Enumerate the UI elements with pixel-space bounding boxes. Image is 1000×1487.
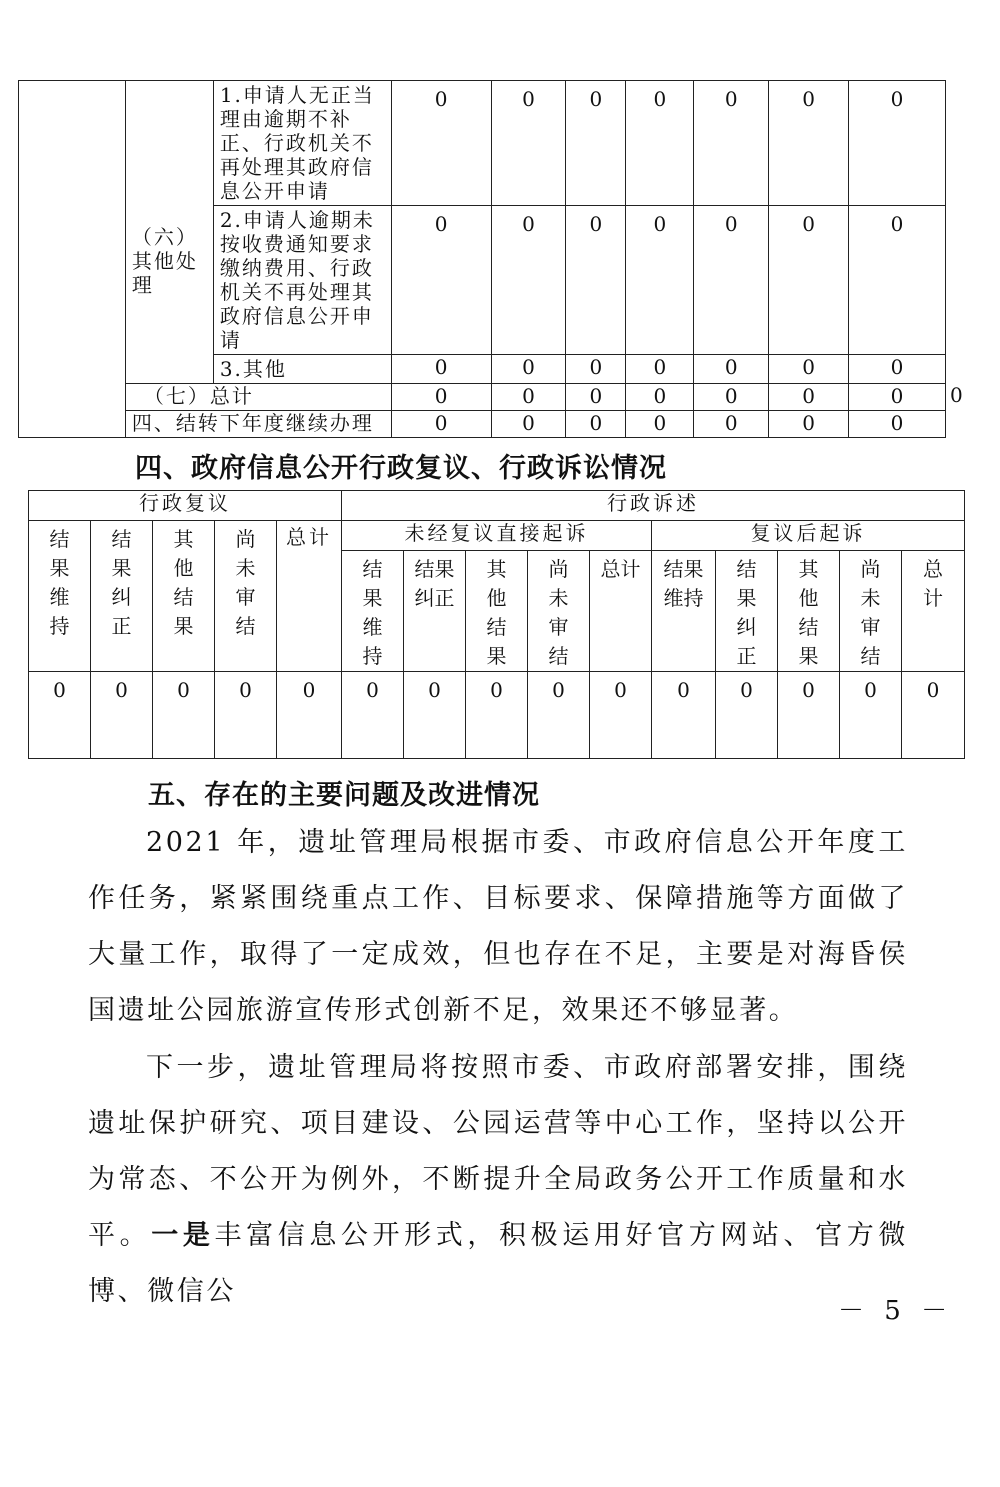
review-col-header: 结果纠正	[91, 521, 153, 672]
disposal-table-continued	[18, 80, 946, 438]
paragraph-next-steps	[88, 1040, 908, 1320]
review-header: 行政复议	[29, 491, 342, 521]
row-label: 2.申请人逾期未按收费通知要求缴纳费用、行政机关不再处理其政府信息公开申请	[213, 206, 391, 355]
total-extra-value: 0	[950, 383, 963, 407]
cell-value: 0	[849, 411, 946, 438]
table-left-blank-cell	[19, 81, 126, 438]
cell-value: 0	[769, 384, 849, 411]
review-col-header: 总计	[277, 521, 342, 672]
group-label: （六）其他处理	[125, 81, 213, 384]
review-col-header: 结果维持	[29, 521, 91, 672]
direct-col-header: 结果维持	[342, 551, 404, 672]
cell-value: 0	[391, 206, 491, 355]
review-col-header: 其他结果	[153, 521, 215, 672]
cell-value: 0	[849, 206, 946, 355]
cell-value: 0	[626, 355, 694, 384]
cell-value: 0	[566, 81, 626, 206]
cell-value: 0	[769, 411, 849, 438]
cell-value: 0	[769, 206, 849, 355]
cell-value: 0	[849, 355, 946, 384]
direct-header: 未经复议直接起诉	[342, 521, 652, 551]
cell-value: 0	[466, 672, 528, 759]
cell-value: 0	[694, 81, 769, 206]
cell-value: 0	[215, 672, 277, 759]
after-col-header: 总计	[902, 551, 965, 672]
direct-col-header: 尚未审结	[528, 551, 590, 672]
cell-value: 0	[694, 355, 769, 384]
litigation-header: 行政诉述	[342, 491, 965, 521]
cell-value: 0	[491, 411, 566, 438]
paragraph-bold-text: 一是	[151, 1220, 215, 1251]
cell-value: 0	[153, 672, 215, 759]
paragraph-problems: 2021 年，遗址管理局根据市委、市政府信息公开年度工作任务，紧紧围绕重点工作、目标要求、保障措施等方面做了大量工作，取得了一定成效，但也存在不足，主要是对海昏侯国遗址公园旅游宣传形式创新不足，效果还不够显著。	[88, 827, 908, 1026]
row-label: 1.申请人无正当理由逾期不补正、行政机关不再处理其政府信息公开申请	[213, 81, 391, 206]
after-col-header: 其他结果	[778, 551, 840, 672]
section5-heading: 五、存在的主要问题及改进情况	[148, 780, 540, 811]
cell-value: 0	[652, 672, 716, 759]
cell-value: 0	[491, 206, 566, 355]
carry-over-label: 四、结转下年度继续办理	[125, 411, 391, 438]
cell-value: 0	[566, 384, 626, 411]
cell-value: 0	[391, 355, 491, 384]
after-col-header: 尚未审结	[840, 551, 902, 672]
direct-col-header: 结果纠正	[404, 551, 466, 672]
cell-value: 0	[626, 384, 694, 411]
paragraph-text: 丰富信息公开形式，积极运用好官方网站、官方微博、微信公	[88, 1220, 908, 1307]
cell-value: 0	[491, 384, 566, 411]
cell-value: 0	[277, 672, 342, 759]
cell-value: 0	[694, 411, 769, 438]
paragraph-text: 下一步，遗址管理局将按照市委、市政府部署安排，围绕遗址保护研究、项目建设、公园运营等中心工作，坚持以公开为常态、不公开为例外，不断提升全局政务公开工作质量和水平。	[88, 1052, 908, 1251]
cell-value: 0	[342, 672, 404, 759]
cell-value: 0	[491, 81, 566, 206]
cell-value: 0	[902, 672, 965, 759]
cell-value: 0	[849, 384, 946, 411]
review-col-header: 尚未审结	[215, 521, 277, 672]
section4-heading: 四、政府信息公开行政复议、行政诉讼情况	[135, 453, 667, 484]
after-review-header: 复议后起诉	[652, 521, 965, 551]
after-col-header: 结果纠正	[716, 551, 778, 672]
cell-value: 0	[694, 384, 769, 411]
cell-value: 0	[29, 672, 91, 759]
cell-value: 0	[626, 206, 694, 355]
cell-value: 0	[626, 411, 694, 438]
cell-value: 0	[91, 672, 153, 759]
cell-value: 0	[590, 672, 652, 759]
cell-value: 0	[391, 384, 491, 411]
direct-col-header: 其他结果	[466, 551, 528, 672]
page-number: － 5 －	[838, 1296, 954, 1326]
cell-value: 0	[404, 672, 466, 759]
cell-value: 0	[769, 81, 849, 206]
cell-value: 0	[491, 355, 566, 384]
review-litigation-table	[28, 490, 965, 759]
total-label: （七）总计	[125, 384, 391, 411]
cell-value: 0	[840, 672, 902, 759]
cell-value: 0	[528, 672, 590, 759]
cell-value: 0	[566, 411, 626, 438]
direct-col-header: 总计	[590, 551, 652, 672]
cell-value: 0	[716, 672, 778, 759]
cell-value: 0	[391, 411, 491, 438]
cell-value: 0	[566, 206, 626, 355]
cell-value: 0	[694, 206, 769, 355]
cell-value: 0	[849, 81, 946, 206]
cell-value: 0	[626, 81, 694, 206]
row-label: 3.其他	[213, 355, 391, 384]
cell-value: 0	[769, 355, 849, 384]
after-col-header: 结果维持	[652, 551, 716, 672]
cell-value: 0	[566, 355, 626, 384]
cell-value: 0	[778, 672, 840, 759]
cell-value: 0	[391, 81, 491, 206]
